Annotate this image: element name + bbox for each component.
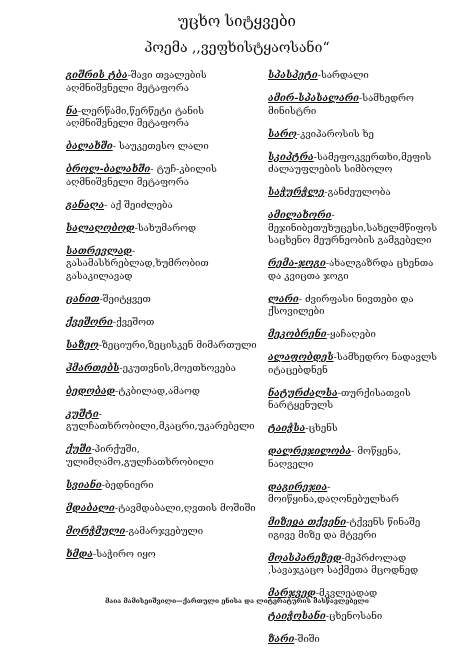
glossary-definition: -ცხენოსანი — [325, 611, 383, 622]
glossary-entry — [66, 409, 266, 434]
page-subtitle: პოემა ,,ვეფხისტყაოსანი“ — [144, 40, 330, 56]
glossary-entry — [268, 93, 448, 118]
glossary-definition: -ტკბილად,ამაოდ — [115, 385, 200, 397]
glossary-term: ბედობად — [66, 385, 116, 397]
glossary-entry — [268, 553, 448, 578]
glossary-entry — [268, 329, 448, 342]
glossary-term: ცანით — [66, 293, 100, 305]
glossary-entry — [66, 317, 266, 330]
glossary-entry — [66, 363, 266, 376]
glossary-term: ამირ-სპასალარი — [268, 93, 360, 104]
glossary-entry — [268, 446, 448, 471]
glossary-definition: - ძვირფასი ნივთები და ქსოვილები — [268, 293, 414, 317]
glossary-entry — [66, 526, 266, 539]
glossary-term: მორჭმული — [66, 525, 126, 537]
glossary-definition: -ქვეშოთ — [112, 316, 155, 328]
glossary-definition: -ბედნიერი — [101, 479, 154, 491]
glossary-right-column — [268, 70, 448, 657]
glossary-entry — [268, 152, 448, 177]
glossary-term: ქუში — [66, 444, 92, 455]
glossary-definition: -ახალგაზრდა ცხენთა და კვიცთა ჯოგი — [268, 258, 434, 282]
glossary-definition: - აქ შეიძლება — [104, 199, 173, 211]
glossary-term: გიშრის ტბა — [66, 70, 128, 81]
glossary-definition: - საუკეთესო ლალი — [112, 141, 209, 152]
glossary-entry — [268, 388, 448, 413]
glossary-definition: -ცხენს — [305, 423, 338, 434]
glossary-entry — [66, 444, 266, 469]
glossary-term: სპასპეტი — [268, 70, 318, 81]
glossary-definition: -პირქუში, ულიმღამო,გულჩათხრობილი — [66, 444, 214, 468]
glossary-entry — [66, 386, 266, 399]
glossary-definition: -მეჯინიბეთუხუცესი,სახელმწიფოს საცხენო მეურნეობის გამგებელი — [268, 210, 438, 246]
glossary-term: დაგირეჯია — [268, 481, 328, 493]
glossary-left-column — [66, 70, 266, 572]
glossary-entry — [268, 482, 448, 507]
glossary-entry — [268, 210, 448, 248]
glossary-term: განაღა — [66, 199, 105, 211]
glossary-entry — [66, 223, 266, 236]
glossary-term: ამილახორი — [268, 210, 332, 221]
glossary-term: საზეო — [66, 339, 99, 351]
glossary-definition: -საჭირო იყო — [92, 548, 156, 560]
glossary-entry — [268, 423, 448, 436]
glossary-definition: -გასამასხრებლად,ხუმრობით გასაკილავად — [66, 245, 209, 282]
glossary-definition: - მოწყენა, ნაღველი — [268, 446, 402, 470]
glossary-term: მარჯვედ — [268, 588, 316, 599]
glossary-term: სარო — [268, 128, 297, 140]
glossary-definition: -შავი თვალების აღმნიშვნელი მეტაფორა — [66, 70, 207, 94]
glossary-entry — [66, 503, 266, 516]
glossary-entry — [268, 258, 448, 283]
glossary-term: ალაფობდეს — [268, 352, 334, 363]
glossary-definition: -განძეულობა — [324, 187, 391, 198]
glossary-entry — [66, 294, 266, 307]
glossary-term: დალრეჯილობა — [268, 446, 352, 457]
glossary-definition: -შეიტყვეთ — [99, 293, 151, 305]
glossary-definition: -გულჩათხრობილი,მკაცრი,უკარებელი — [66, 408, 255, 432]
glossary-term: ზარი — [268, 634, 295, 645]
glossary-definition: -სახუმაროდ — [134, 222, 197, 234]
glossary-entry — [66, 200, 266, 213]
glossary-term: მიზეჲა თქვენი — [268, 517, 347, 528]
glossary-entry — [268, 294, 448, 319]
glossary-term: მეკობრენი — [268, 329, 327, 340]
glossary-term: სკიპტრა — [268, 151, 314, 163]
glossary-entry — [268, 129, 448, 142]
glossary-entry — [268, 70, 448, 83]
glossary-term: რემა-ჯოგი — [268, 258, 326, 269]
glossary-term: ნატურძალსა — [268, 387, 338, 399]
glossary-definition: - ტუჩ-კბილის აღმნიშვნელი მეტაფორა — [66, 164, 217, 188]
glossary-definition: -ზეციური,ზეცისკენ მიმართული — [98, 339, 257, 351]
glossary-entry — [268, 187, 448, 200]
glossary-term: ბალახში — [66, 141, 113, 152]
glossary-entry — [268, 611, 448, 624]
glossary-definition: -სამხედრო ნადავლს იტაცებდნენ — [268, 352, 438, 376]
page-footer: მაია მამისეიშვილი—ქართული ენისა და ლიტერატურის მასწავლებელი — [105, 597, 369, 605]
glossary-term: კუშტი — [66, 408, 99, 420]
glossary-definition: -გამარჯვებული — [125, 525, 204, 537]
glossary-definition: -შიში — [294, 634, 320, 645]
glossary-definition: -ტქვენს წინაშე იგივე მიზე და მტვერი — [268, 517, 421, 541]
glossary-entry — [66, 70, 266, 95]
glossary-definition: -თურქისათვის ნარტყენულს — [268, 387, 411, 411]
glossary-definition: -ლერწამი,წერწეტი ტანის აღმნიშვნელი მეტაფორა — [66, 105, 205, 129]
glossary-term: ლარი — [268, 293, 299, 305]
glossary-definition: -მეპრძოლად ,სავაჯკაცო საქმეთა მცოდნედ — [268, 552, 419, 576]
glossary-term: ტაიჭსა — [268, 423, 306, 434]
glossary-term: მოასპარეზედ — [268, 552, 342, 564]
glossary-term: მდაბალი — [66, 502, 115, 514]
glossary-entry — [66, 164, 266, 189]
glossary-entry — [268, 352, 448, 377]
glossary-definition: -სარდალი — [317, 70, 369, 81]
glossary-term: საჭურჭლე — [268, 187, 325, 198]
glossary-definition: -ეკუთვნის,მოეთხოვება — [119, 362, 236, 374]
glossary-entry — [66, 106, 266, 131]
glossary-term: სვიანი — [66, 479, 102, 491]
page-title: უცხო სიტყვები — [178, 12, 296, 30]
glossary-entry — [66, 246, 266, 284]
glossary-definition: -ტავმდაბალი,ღვთის მოშიში — [114, 502, 256, 514]
glossary-term: ჰმართებს — [66, 362, 120, 374]
glossary-entry — [268, 634, 448, 647]
glossary-term: ბროლ-ბალახში — [66, 164, 151, 175]
glossary-term: სათრევლად — [66, 245, 132, 257]
glossary-entry — [66, 340, 266, 353]
glossary-term: ნა — [66, 105, 78, 117]
glossary-definition: -სამხედრო მინისტრი — [268, 93, 414, 117]
glossary-definition: -მკვლეადად — [315, 588, 378, 599]
glossary-entry — [66, 480, 266, 493]
glossary-entry — [66, 141, 266, 154]
glossary-entry — [66, 549, 266, 562]
glossary-term: ხმდა — [66, 548, 93, 560]
glossary-term: ქვეშორი — [66, 316, 113, 328]
glossary-entry — [268, 517, 448, 542]
glossary-definition: -მოიწყინა,დაღონებულხარ — [268, 481, 399, 505]
glossary-definition: -ყაჩაღები — [326, 329, 376, 340]
glossary-term: სალაღობოდ — [66, 222, 135, 234]
glossary-definition: -კვიპაროსის ხე — [296, 128, 374, 140]
glossary-definition: -სამეფოკვერთხი,მეფის ძალაუფლების სიმბოლო — [268, 151, 432, 175]
glossary-term: ტაიჭოსანი — [268, 611, 326, 622]
